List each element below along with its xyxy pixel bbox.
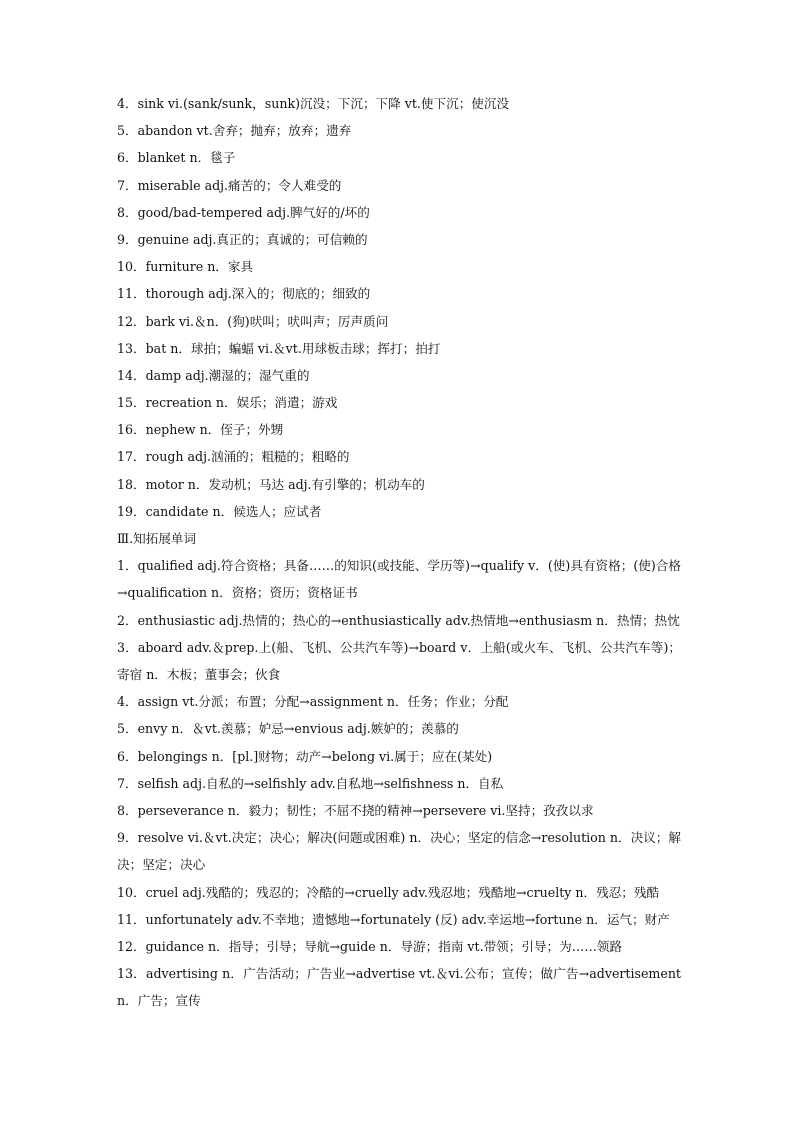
vocab-item: 6．blanket n．毯子	[117, 150, 236, 166]
vocab-item: 4．sink vi.(sank/sunk，sunk)沉没；下沉；下降 vt.使下沉；使沉没	[117, 96, 510, 111]
vocab-item: 14．damp adj.潮湿的；湿气重的	[117, 367, 310, 383]
vocab-item: 3．aboard adv.＆prep.上(船、飞机、公共汽车等)→board v．上船(或火车、飞机、公共汽车等)；寄宿 n．木板；董事会；伙食	[117, 639, 681, 682]
vocab-list-part3	[117, 552, 681, 1014]
vocab-item: 10．cruel adj.残酷的；残忍的；冷酷的→cruelly adv.残忍地；残酷地→cruelty n．残忍；残酷	[117, 884, 660, 900]
vocab-item: 11．thorough adj.深入的；彻底的；细致的	[117, 286, 371, 302]
vocab-item: 13．bat n．球拍；蝙蝠 vi.＆vt.用球板击球；挥打；拍打	[117, 340, 441, 356]
vocab-item: 12．guidance n．指导；引导；导航→guide n．导游；指南 vt.带领；引导；为……领路	[117, 939, 623, 955]
vocab-list-part2	[117, 90, 681, 525]
vocab-item: 5．abandon vt.舍弃；抛弃；放弃；遗弃	[117, 123, 352, 139]
vocab-item: 19．candidate n．候选人；应试者	[117, 503, 322, 519]
vocab-item: 5．envy n．＆vt.羡慕；妒忌→envious adj.嫉妒的；羡慕的	[117, 721, 459, 737]
document-page	[117, 90, 681, 1015]
vocab-item: 15．recreation n．娱乐；消遣；游戏	[117, 395, 338, 411]
section-heading: Ⅲ.知拓展单词	[117, 531, 197, 546]
vocab-item: 12．bark vi.＆n．(狗)吠叫；吠叫声；厉声质问	[117, 313, 389, 329]
vocab-item: 18．motor n．发动机；马达 adj.有引擎的；机动车的	[117, 476, 425, 492]
vocab-item: 8．good/bad-tempered adj.脾气好的/坏的	[117, 204, 370, 220]
vocab-item: 10．furniture n．家具	[117, 259, 254, 275]
vocab-item: 9．genuine adj.真正的；真诚的；可信赖的	[117, 231, 368, 247]
vocab-item: 16．nephew n．侄子；外甥	[117, 422, 284, 438]
vocab-item: 11．unfortunately adv.不幸地；遗憾地→fortunately (反) adv.幸运地→fortune n．运气；财产	[117, 911, 670, 927]
vocab-item: 13．advertising n．广告活动；广告业→advertise vt.＆vi.公布；宣传；做广告→advertisement n．广告；宣传	[117, 966, 681, 1009]
vocab-item: 1．qualified adj.符合资格；具备……的知识(或技能、学历等)→qualify v．(使)具有资格；(使)合格→qualification n．资格；资历；资格证书	[117, 558, 681, 601]
vocab-item: 9．resolve vi.＆vt.决定；决心；解决(问题或困难) n．决心；坚定的信念→resolution n．决议；解决；坚定；决心	[117, 830, 681, 873]
vocab-item: 6．belongings n．[pl.]财物；动产→belong vi.属于；应在(某处)	[117, 748, 493, 764]
vocab-item: 17．rough adj.汹涌的；粗糙的；粗略的	[117, 449, 350, 465]
vocab-item: 2．enthusiastic adj.热情的；热心的→enthusiastically adv.热情地→enthusiasm n．热情；热忱	[117, 612, 680, 628]
vocab-item: 4．assign vt.分派；布置；分配→assignment n．任务；作业；分配	[117, 694, 509, 710]
vocab-item: 8．perseverance n．毅力；韧性；不屈不挠的精神→persevere vi.坚持；孜孜以求	[117, 803, 594, 819]
vocab-item: 7．selfish adj.自私的→selfishly adv.自私地→selfishness n．自私	[117, 775, 504, 791]
vocab-item: 7．miserable adj.痛苦的；令人难受的	[117, 177, 342, 193]
